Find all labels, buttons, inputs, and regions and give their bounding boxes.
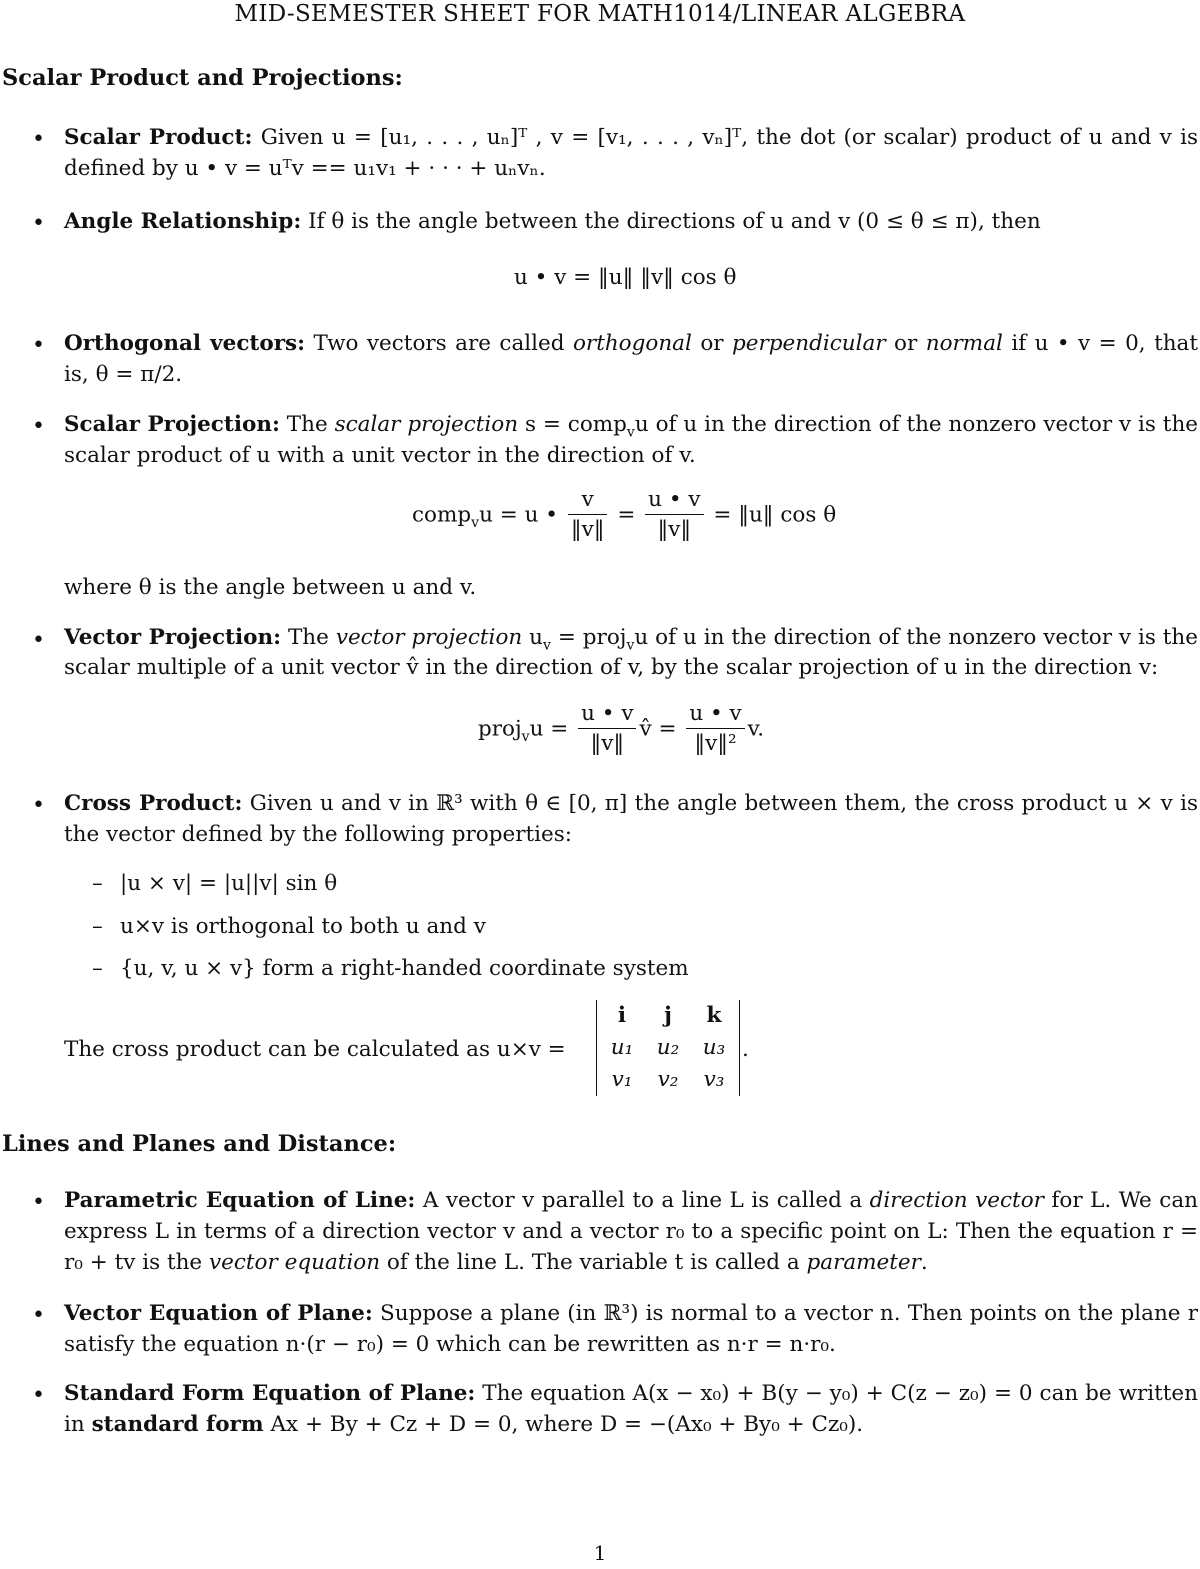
item-cross-product bbox=[64, 788, 1198, 850]
item-scalar-product bbox=[64, 122, 1198, 184]
item-label: Vector Equation of Plane: bbox=[64, 1301, 373, 1326]
text: = bbox=[617, 502, 636, 528]
text: if u • v = 0, that is, θ = π/2. bbox=[64, 331, 1199, 387]
item-label: Parametric Equation of Line: bbox=[64, 1188, 416, 1213]
bullet: • bbox=[32, 211, 45, 236]
text: The bbox=[281, 625, 336, 650]
page-number: 1 bbox=[593, 1541, 607, 1565]
text: . bbox=[538, 156, 546, 181]
text: The bbox=[279, 412, 335, 437]
item-label: Standard Form Equation of Plane: bbox=[64, 1381, 476, 1406]
text: u bbox=[522, 625, 544, 650]
display-equation-scalar-projection bbox=[412, 486, 836, 545]
text: Ax + By + Cz + D = 0, where D = −(Ax₀ + By₀ + Cz₀). bbox=[263, 1412, 864, 1437]
item-label: Angle Relationship: bbox=[64, 209, 302, 234]
display-equation-angle: u • v = ‖u‖ ‖v‖ cos θ bbox=[514, 265, 737, 290]
item-vector-plane bbox=[64, 1298, 1198, 1360]
dash-marker: – bbox=[92, 871, 103, 896]
bullet: • bbox=[32, 127, 45, 152]
item-label: Scalar Projection: bbox=[64, 412, 280, 437]
matrix-cell: u₁ bbox=[610, 1035, 634, 1060]
section-heading-scalar-product: Scalar Product and Projections: bbox=[2, 65, 403, 91]
emphasis: perpendicular bbox=[732, 331, 886, 356]
matrix-cell: v₂ bbox=[657, 1067, 679, 1092]
property-item: |u × v| = |u||v| sin θ bbox=[120, 871, 338, 896]
bullet: • bbox=[32, 1303, 45, 1328]
bullet: • bbox=[32, 1383, 45, 1408]
dash-marker: – bbox=[92, 956, 103, 981]
display-equation-vector-projection bbox=[478, 700, 764, 759]
matrix-cell: j bbox=[664, 1003, 672, 1028]
text: comp bbox=[412, 502, 472, 528]
emphasis: normal bbox=[925, 331, 1003, 356]
text: or bbox=[885, 331, 926, 356]
text: u of u in the direction of the nonzero vector v is the scalar product of u with a unit vector in the direction of v. bbox=[64, 412, 1199, 468]
text: Given u and v in ℝ³ with θ ∈ [0, π] the angle between them, the cross product u × v is the vector defined by the following properties: bbox=[64, 791, 1198, 847]
denominator: ‖v‖ bbox=[568, 514, 608, 545]
item-orthogonal-vectors bbox=[64, 328, 1198, 390]
subscript: v bbox=[626, 424, 635, 441]
emphasis: vector equation bbox=[209, 1250, 381, 1275]
cross-product-calc-text: The cross product can be calculated as u×v = bbox=[64, 1037, 566, 1062]
fraction bbox=[645, 486, 703, 545]
formula: u • v = uᵀv == u₁v₁ + · · · + uₙvₙ bbox=[184, 156, 539, 181]
fraction bbox=[686, 700, 744, 759]
text: v. bbox=[747, 716, 765, 742]
text: proj bbox=[478, 716, 522, 742]
matrix-cell: u₂ bbox=[656, 1035, 680, 1060]
bullet: • bbox=[32, 793, 45, 818]
subscript: v bbox=[471, 514, 480, 531]
text: u of u in the direction of the nonzero vector v is the scalar multiple of a unit vector v̂ in the direction of v, by the scalar projection of u in the direction v: bbox=[64, 625, 1199, 680]
matrix-cell: k bbox=[706, 1003, 722, 1028]
emphasis: parameter bbox=[806, 1250, 921, 1275]
item-label: Vector Projection: bbox=[64, 625, 282, 650]
emphasis: orthogonal bbox=[572, 331, 692, 356]
subscript: v bbox=[521, 728, 530, 745]
fraction bbox=[578, 700, 636, 759]
text: for L. We can express L in terms of a direction vector v and a vector r₀ to a specific point on L: Then the equation r = r₀ + tv is the bbox=[64, 1188, 1198, 1275]
formula: v = [v₁, . . . , vₙ]ᵀ bbox=[550, 125, 742, 150]
matrix-cell: i bbox=[617, 1003, 627, 1028]
denominator: ‖v‖ bbox=[645, 514, 703, 545]
item-scalar-projection bbox=[64, 409, 1198, 471]
text: = proj bbox=[550, 625, 627, 650]
subscript: v bbox=[626, 637, 635, 654]
item-label: Scalar Product: bbox=[64, 125, 253, 150]
text: v̂ = bbox=[639, 716, 677, 742]
bullet: • bbox=[32, 414, 45, 439]
emphasis: vector projection bbox=[335, 625, 523, 650]
text: = ‖u‖ cos θ bbox=[713, 502, 837, 528]
text: A vector v parallel to a line L is called a bbox=[415, 1188, 870, 1213]
item-label: Orthogonal vectors: bbox=[64, 331, 306, 356]
page-title: MID-SEMESTER SHEET FOR MATH1014/LINEAR ALGEBRA bbox=[234, 1, 966, 27]
text: . bbox=[920, 1250, 928, 1275]
text: s = comp bbox=[518, 412, 627, 437]
where-note: where θ is the angle between u and v. bbox=[64, 575, 477, 600]
text: , the dot (or scalar) product of u and v is defined by bbox=[64, 125, 1198, 181]
bullet: • bbox=[32, 333, 45, 358]
text: Suppose a plane (in ℝ³) is normal to a vector n. Then points on the plane r satisfy the equation n·(r − r₀) = 0 which can be rewritten as n·r = n·r₀. bbox=[64, 1301, 1199, 1357]
item-standard-form-plane bbox=[64, 1378, 1198, 1440]
text: If θ is the angle between the directions of u and v (0 ≤ θ ≤ π), then bbox=[301, 209, 1041, 234]
section-heading-lines-planes: Lines and Planes and Distance: bbox=[2, 1131, 397, 1157]
text: of the line L. The variable t is called a bbox=[380, 1250, 807, 1275]
text: u = u • bbox=[479, 502, 558, 528]
text: Given bbox=[252, 125, 332, 150]
bullet: • bbox=[32, 628, 45, 653]
numerator: u • v bbox=[648, 487, 701, 512]
item-label: Cross Product: bbox=[64, 791, 243, 816]
text: u = bbox=[529, 716, 569, 742]
fraction bbox=[568, 486, 608, 545]
matrix-cell: u₃ bbox=[702, 1035, 726, 1060]
numerator: u • v bbox=[581, 701, 634, 726]
subscript: v bbox=[543, 637, 551, 654]
property-item: u×v is orthogonal to both u and v bbox=[120, 914, 486, 939]
item-angle-relationship bbox=[64, 206, 1198, 237]
text: or bbox=[691, 331, 732, 356]
numerator: v bbox=[581, 487, 594, 512]
formula: u = [u₁, . . . , uₙ]ᵀ bbox=[331, 125, 528, 150]
period: . bbox=[742, 1037, 749, 1062]
item-parametric-line bbox=[64, 1185, 1198, 1278]
text: , bbox=[527, 125, 551, 150]
determinant-matrix bbox=[596, 1000, 740, 1096]
bullet: • bbox=[32, 1190, 45, 1215]
denominator: ‖v‖² bbox=[686, 728, 744, 759]
property-item: {u, v, u × v} form a right-handed coordinate system bbox=[120, 956, 689, 981]
emphasis: scalar projection bbox=[334, 412, 519, 437]
denominator: ‖v‖ bbox=[578, 728, 636, 759]
text: The equation A(x − x₀) + B(y − y₀) + C(z − z₀) = 0 can be written in bbox=[64, 1381, 1198, 1437]
item-vector-projection bbox=[64, 623, 1198, 683]
matrix-cell: v₃ bbox=[703, 1067, 725, 1092]
emphasis: standard form bbox=[91, 1412, 264, 1437]
dash-marker: – bbox=[92, 914, 103, 939]
matrix-cell: v₁ bbox=[611, 1067, 633, 1092]
numerator: u • v bbox=[689, 701, 742, 726]
text: Two vectors are called bbox=[305, 331, 573, 356]
emphasis: direction vector bbox=[869, 1188, 1044, 1213]
